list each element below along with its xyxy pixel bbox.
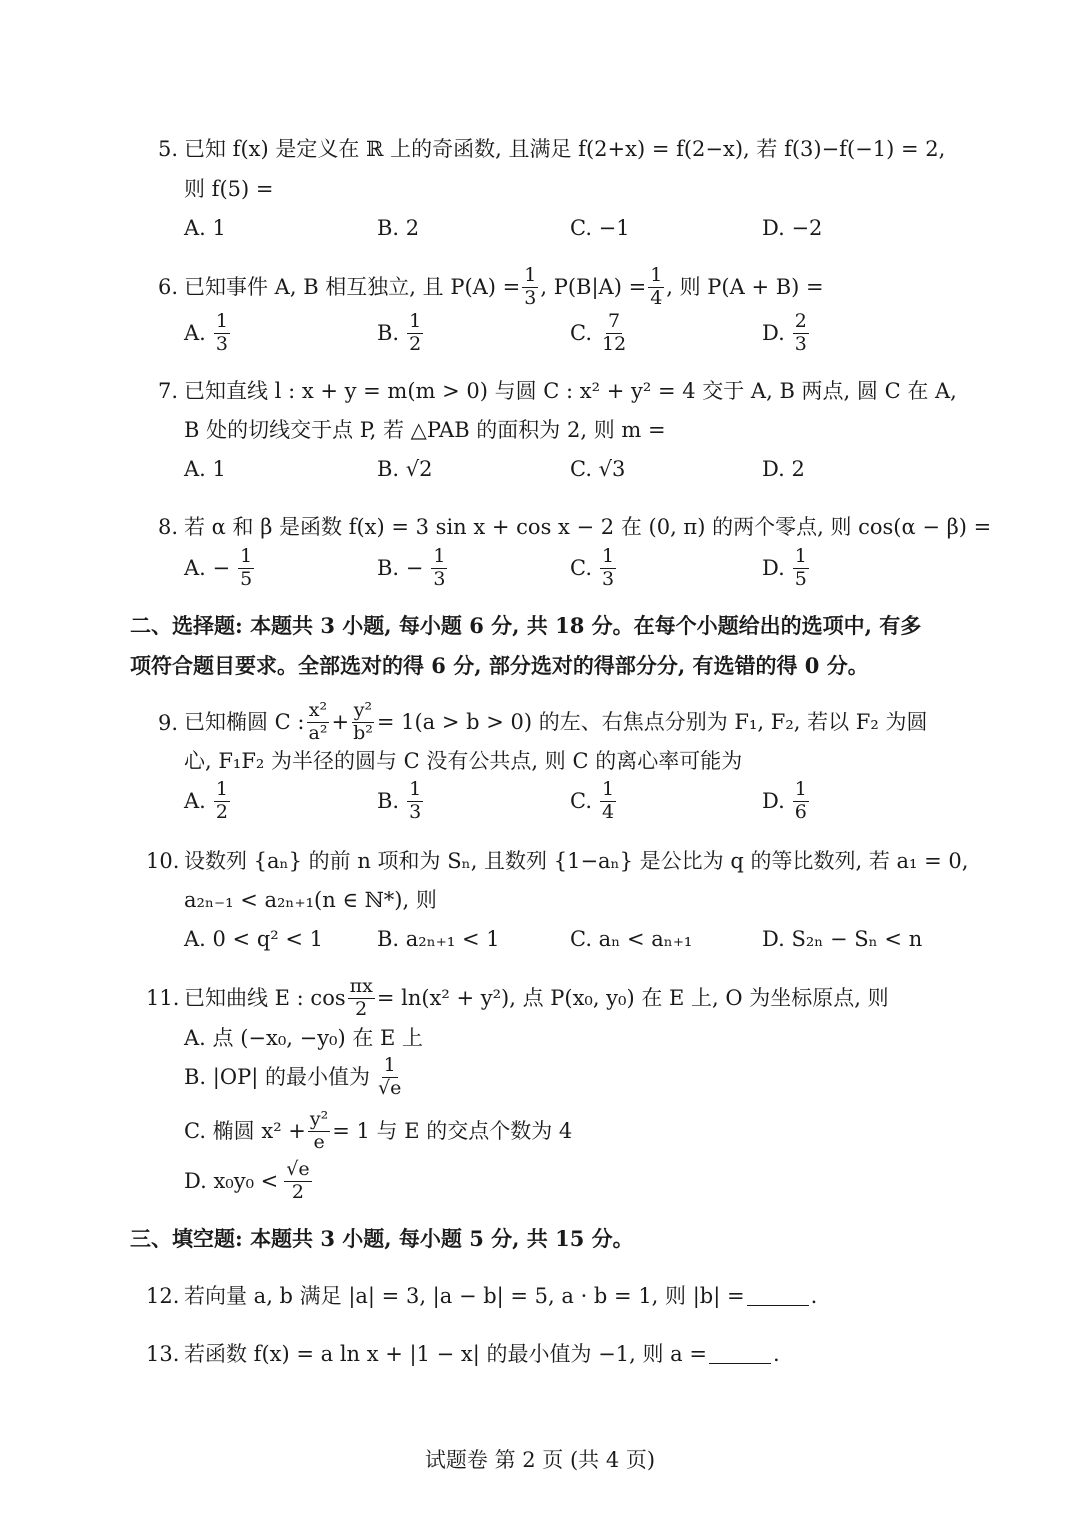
q9-fraction-y [351, 698, 375, 744]
q9-fy-numerator: y² [353, 698, 373, 721]
q6-option-a-label: A. [184, 321, 206, 345]
q9-option-d-num: 1 [794, 777, 807, 800]
q9-fraction-x [307, 698, 330, 744]
q7-option-c: C. √3 [570, 457, 626, 481]
q7-line1: 已知直线 l : x + y = m(m > 0) 与圆 C : x² + y² = 4 交于 A, B 两点, 圆 C 在 A, [184, 379, 957, 403]
q9-option-d [762, 774, 811, 828]
q6-option-b-num: 1 [409, 309, 422, 332]
q9-fx-numerator: x² [308, 698, 328, 721]
q6-option-b-den: 2 [409, 332, 422, 355]
q8-option-a-label: A. − [184, 556, 231, 580]
q11-option-b-num: 1 [383, 1053, 396, 1076]
q6-pba-denominator: 4 [650, 286, 663, 309]
q11-f-numerator: πx [349, 974, 373, 997]
q9-fy-denominator: b² [353, 721, 373, 744]
q8-option-d-num: 1 [794, 544, 807, 567]
q6-fraction-pba [648, 263, 664, 309]
q11-option-a: A. 点 (−x₀, −y₀) 在 E 上 [184, 1026, 424, 1050]
q12-text: 若向量 a, b 满足 |a| = 3, |a − b| = 5, a · b = 1, 则 |b| = [184, 1284, 745, 1308]
q7-option-d: D. 2 [762, 457, 805, 481]
section2-heading-line1: 二、选择题: 本题共 3 小题, 每小题 6 分, 共 18 分。在每个小题给出的选项中, 有多 [130, 613, 922, 638]
q8-option-d [762, 541, 811, 595]
q11-line1 [184, 972, 889, 1024]
q8-option-c-num: 1 [602, 544, 615, 567]
q11-option-b-text: B. |OP| 的最小值为 [184, 1064, 370, 1089]
page-footer: 试题卷 第 2 页 (共 4 页) [424, 1448, 656, 1472]
q13-end: . [772, 1342, 780, 1366]
q9-option-c-den: 4 [602, 800, 615, 823]
q13-answer-blank[interactable] [709, 1363, 771, 1364]
q8-option-d-label: D. [762, 556, 785, 580]
q9-option-d-label: D. [762, 789, 785, 813]
q10-option-d: D. S₂ₙ − Sₙ < n [762, 927, 923, 951]
q6-option-d [762, 306, 811, 360]
q11-fraction [348, 974, 375, 1020]
q12-line [184, 1286, 817, 1307]
q6-pa-numerator: 1 [524, 263, 537, 286]
q9-line2: 心, F₁F₂ 为半径的圆与 C 没有公共点, 则 C 的离心率可能为 [184, 749, 743, 773]
q9-option-c-label: C. [570, 789, 592, 813]
q5-option-c: C. −1 [570, 216, 630, 240]
q5-option-b: B. 2 [377, 216, 420, 240]
section2-heading-line2: 项符合题目要求。全部选对的得 6 分, 部分选对的得部分分, 有选错的得 0 分。 [130, 653, 869, 678]
q6-pa-denominator: 3 [524, 286, 537, 309]
q6-number: 6. [158, 275, 179, 299]
q12-answer-blank[interactable] [747, 1305, 809, 1306]
q8-option-a-num: 1 [240, 544, 253, 567]
q8-option-c [570, 541, 618, 595]
q8-number: 8. [158, 515, 179, 539]
q7-option-a: A. 1 [184, 457, 226, 481]
q9-option-a [184, 774, 232, 828]
q9-option-d-den: 6 [794, 800, 807, 823]
q11-number: 11. [146, 986, 180, 1010]
q5-line2: 则 f(5) = [184, 177, 274, 201]
q9-plus: + [331, 709, 350, 734]
q11-option-d [184, 1154, 314, 1208]
q11-f-denominator: 2 [355, 997, 368, 1020]
q8-option-d-den: 5 [794, 567, 807, 590]
q11-option-c [184, 1104, 572, 1158]
q8-option-b-num: 1 [433, 544, 446, 567]
q9-option-c-num: 1 [602, 777, 615, 800]
q13-text: 若函数 f(x) = a ln x + |1 − x| 的最小值为 −1, 则 a = [184, 1342, 707, 1366]
q6-option-c-num: 7 [608, 309, 621, 332]
q5-options [184, 201, 984, 255]
q11-option-c-post: = 1 与 E 的交点个数为 4 [332, 1118, 573, 1143]
q11-option-d-text: D. x₀y₀ < [184, 1168, 279, 1193]
q9-fx-denominator: a² [308, 721, 328, 744]
q10-option-a: A. 0 < q² < 1 [184, 927, 323, 951]
q6-option-c-den: 12 [602, 332, 627, 355]
q10-option-c: C. aₙ < aₙ₊₁ [570, 927, 693, 951]
q6-option-a-den: 3 [215, 332, 228, 355]
q8-option-b [377, 541, 449, 595]
q5-line1: 已知 f(x) 是定义在 ℝ 上的奇函数, 且满足 f(2+x) = f(2−x), 若 f(3)−f(−1) = 2, [184, 137, 946, 161]
q9-number: 9. [158, 711, 179, 735]
q6-fraction-pa [522, 263, 538, 309]
q7-options [184, 442, 984, 496]
q8-option-a-den: 5 [240, 567, 253, 590]
q6-option-d-num: 2 [794, 309, 807, 332]
q6-options [184, 306, 984, 360]
q6-text-a: 已知事件 A, B 相互独立, 且 P(A) = [184, 274, 521, 299]
q6-option-b-label: B. [377, 321, 400, 345]
q6-option-a-num: 1 [215, 309, 228, 332]
q9-text-post: = 1(a > b > 0) 的左、右焦点分别为 F₁, F₂, 若以 F₂ 为圆 [376, 709, 928, 734]
q9-text-pre: 已知椭圆 C : [184, 709, 305, 734]
q8-options [184, 541, 984, 595]
q11-option-d-den: 2 [291, 1180, 304, 1203]
q6-option-b [377, 306, 425, 360]
q11-option-b-den: √e [377, 1076, 402, 1099]
q8-option-b-label: B. − [377, 556, 424, 580]
q9-options [184, 774, 984, 828]
q6-pba-numerator: 1 [650, 263, 663, 286]
q6-option-c [570, 306, 630, 360]
q11-option-b [184, 1050, 405, 1104]
q7-number: 7. [158, 379, 179, 403]
q10-line1: 设数列 {aₙ} 的前 n 项和为 Sₙ, 且数列 {1−aₙ} 是公比为 q 的等比数列, 若 a₁ = 0, [184, 849, 969, 873]
q10-option-b: B. a₂ₙ₊₁ < 1 [377, 927, 500, 951]
q7-option-b: B. √2 [377, 457, 433, 481]
q8-option-c-den: 3 [602, 567, 615, 590]
q5-option-d: D. −2 [762, 216, 823, 240]
q11-option-c-den: e [313, 1130, 325, 1153]
q8-line1: 若 α 和 β 是函数 f(x) = 3 sin x + cos x − 2 在 (0, π) 的两个零点, 则 cos(α − β) = [184, 515, 992, 539]
q12-end: . [810, 1284, 818, 1308]
q13-number: 13. [146, 1342, 180, 1366]
q13-line [184, 1344, 780, 1365]
q9-option-b-num: 1 [409, 777, 422, 800]
q5-option-a: A. 1 [184, 216, 226, 240]
q9-line1 [184, 696, 927, 748]
q10-line2: a₂ₙ₋₁ < a₂ₙ₊₁(n ∈ ℕ*), 则 [184, 888, 437, 912]
q6-line1 [184, 262, 824, 312]
q6-option-a [184, 306, 232, 360]
q8-option-c-label: C. [570, 556, 592, 580]
section3-heading: 三、填空题: 本题共 3 小题, 每小题 5 分, 共 15 分。 [130, 1226, 634, 1251]
q9-option-b-den: 3 [409, 800, 422, 823]
q8-option-b-den: 3 [433, 567, 446, 590]
q6-option-d-den: 3 [794, 332, 807, 355]
q7-line2: B 处的切线交于点 P, 若 △PAB 的面积为 2, 则 m = [184, 418, 666, 442]
q6-option-c-label: C. [570, 321, 592, 345]
q9-option-a-num: 1 [215, 777, 228, 800]
q6-text-c: , 则 P(A + B) = [666, 274, 824, 299]
q9-option-c [570, 774, 618, 828]
q10-options [184, 912, 984, 966]
q12-number: 12. [146, 1284, 180, 1308]
q9-option-b [377, 774, 425, 828]
q6-text-b: , P(B|A) = [540, 274, 647, 299]
q11-text-post: = ln(x² + y²), 点 P(x₀, y₀) 在 E 上, O 为坐标原点, 则 [376, 985, 889, 1010]
q9-option-a-den: 2 [215, 800, 228, 823]
q5-number: 5. [158, 137, 179, 161]
q10-number: 10. [146, 849, 180, 873]
q9-option-a-label: A. [184, 789, 206, 813]
q11-option-c-text: C. 椭圆 x² + [184, 1118, 306, 1143]
q8-option-a [184, 541, 256, 595]
q6-option-d-label: D. [762, 321, 785, 345]
q11-option-c-num: y² [309, 1107, 329, 1130]
q11-text-pre: 已知曲线 E : cos [184, 985, 346, 1010]
q9-option-b-label: B. [377, 789, 400, 813]
q11-option-d-num: √e [286, 1157, 310, 1180]
